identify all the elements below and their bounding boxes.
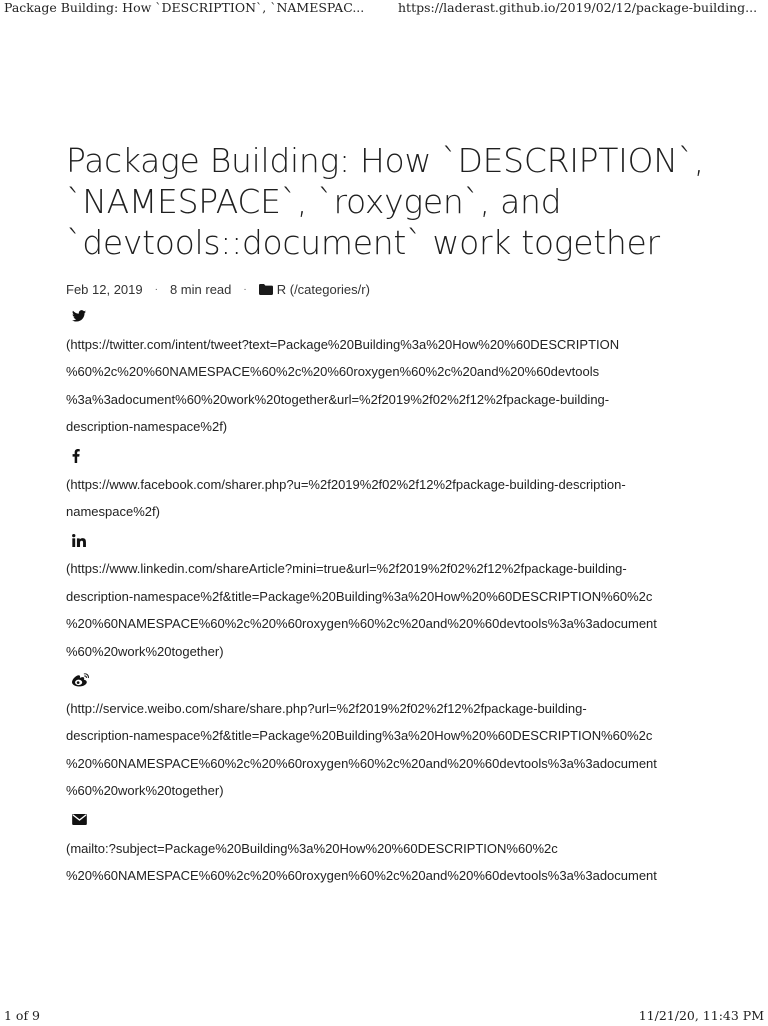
- post-category-link[interactable]: R (/categories/r): [276, 281, 370, 297]
- share-url[interactable]: (mailto:?subject=Package%20Building%3a%20How%20%60DESCRIPTION%60%2c %20%60NAMESPACE%60%2c%20%60roxygen%60%2c%20and%20%60devtools%3a%3adocument: [66, 840, 657, 884]
- share-url[interactable]: (http://service.weibo.com/share/share.php?url=%2f2019%2f02%2f12%2fpackage-building- description-namespace%2f&title=Package%20Building%3a%20How%20%60DESCRIPTION%60%2c %20%60NAMESPACE%60%2c%20%60roxygen%60%2c%20and%20%60devtools%3a%3adocument %60%20work%20together): [66, 701, 657, 799]
- post-read-time: 8 min read: [169, 281, 232, 297]
- share-twitter[interactable]: [66, 301, 706, 441]
- post-title: Package Building: How `DESCRIPTION`, `NAMESPACE`, `roxygen`, and `devtools::document` work together: [66, 141, 704, 262]
- twitter-icon[interactable]: [72, 310, 86, 322]
- post-date: Feb 12, 2019: [66, 281, 143, 297]
- meta-separator: ·: [154, 283, 158, 295]
- share-url[interactable]: (https://twitter.com/intent/tweet?text=Package%20Building%3a%20How%20%60DESCRIPTION %60%2c%20%60NAMESPACE%60%2c%20%60roxygen%60%2c%20and%20%60devtools %3a%3adocument%60%20work%20together&url=%2f2019%2f02%2f12%2fpackage-building- description-namespace%2f): [66, 337, 620, 435]
- meta-separator: ·: [243, 283, 247, 295]
- print-datetime: 11/21/20, 11:43 PM: [638, 1008, 764, 1023]
- page-number: 1 of 9: [4, 1008, 41, 1023]
- share-linkedin[interactable]: [66, 525, 706, 665]
- print-header-url: https://laderast.github.io/2019/02/12/package-building...: [398, 0, 758, 15]
- share-url[interactable]: (https://www.facebook.com/sharer.php?u=%2f2019%2f02%2f12%2fpackage-building-description- namespace%2f): [66, 476, 626, 520]
- print-header: [0, 0, 768, 18]
- facebook-icon[interactable]: [72, 449, 80, 463]
- share-facebook[interactable]: [66, 441, 706, 526]
- envelope-icon[interactable]: [72, 814, 87, 825]
- article: [66, 140, 706, 890]
- weibo-icon[interactable]: [72, 673, 89, 687]
- print-header-title: Package Building: How `DESCRIPTION`, `NAMESPAC...: [4, 0, 365, 15]
- post-meta: [66, 277, 706, 301]
- share-email[interactable]: [66, 805, 706, 890]
- share-weibo[interactable]: [66, 665, 706, 805]
- share-links: [66, 301, 706, 890]
- share-url[interactable]: (https://www.linkedin.com/shareArticle?mini=true&url=%2f2019%2f02%2f12%2fpackage-building- description-namespace%2f&title=Package%20Building%3a%20How%20%60DESCRIPTION%60%2c %20%60NAMESPACE%60%2c%20%60roxygen%60%2c%20and%20%60devtools%3a%3adocument %60%20work%20together): [66, 561, 657, 659]
- print-footer: [0, 1008, 768, 1026]
- folder-icon: [259, 284, 273, 295]
- linkedin-icon[interactable]: [72, 534, 86, 547]
